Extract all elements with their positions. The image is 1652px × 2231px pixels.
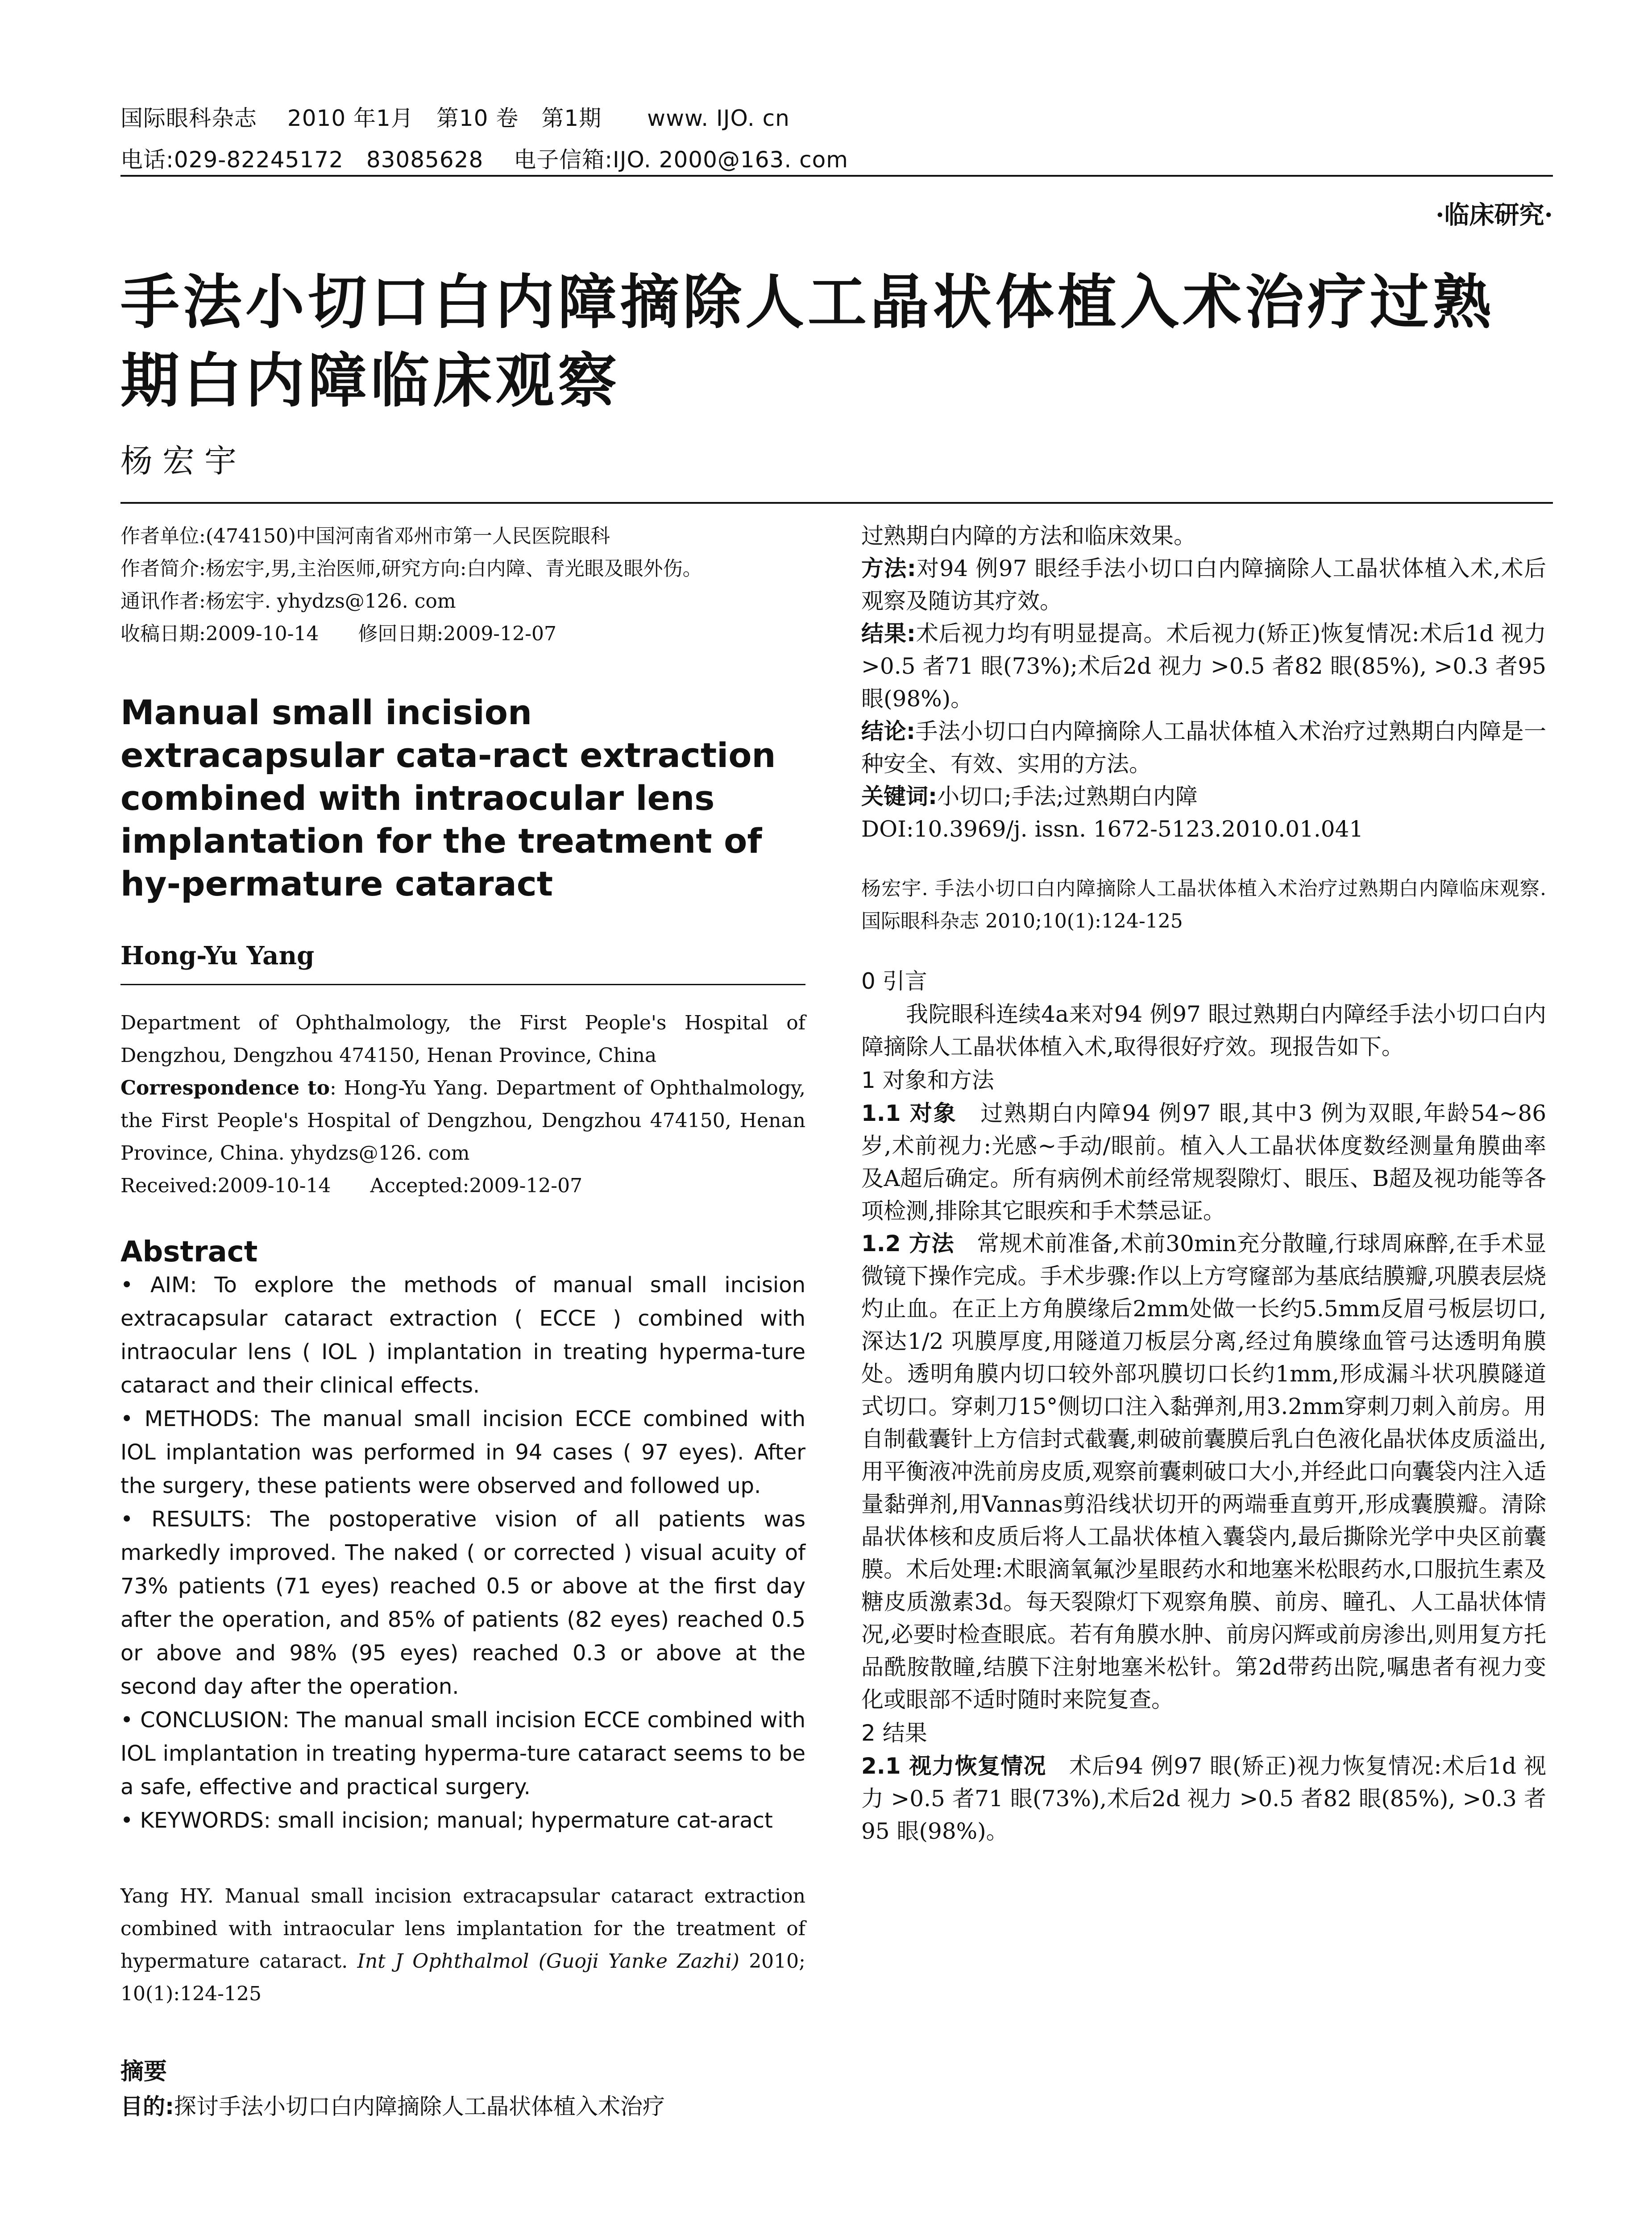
intro-text: 我院眼科连续4a来对94 例97 眼过熟期白内障经手法小切口白内障摘除人工晶状体植入术,取得很好疗效。现报告如下。: [861, 1001, 1546, 1060]
chinese-citation: 杨宏宇. 手法小切口白内障摘除人工晶状体植入术治疗过熟期白内障临床观察. 国际眼科杂志 2010;10(1):124-125: [861, 877, 1546, 933]
title-rule: [120, 502, 1553, 504]
results-label: 结果:: [861, 621, 916, 647]
journal-header-line2: 电话:029-82245172 83085628 电子信箱:IJO. 2000@163. com: [120, 147, 848, 173]
correspondence-label: Correspondence to: [120, 1077, 330, 1099]
doi: DOI:10.3969/j. issn. 1672-5123.2010.01.041: [861, 816, 1364, 842]
keywords-label: 关键词:: [861, 784, 937, 809]
subjects-text: 过熟期白内障94 例97 眼,其中3 例为双眼,年龄54~86 岁,术前视力:光感~手动/眼前。植入人工晶状体度数经测量角膜曲率及A超后确定。所有病例术前经常规裂隙灯、眼压、B超及视功能等各项检测,排除其它眼疾和手术禁忌证。: [861, 1100, 1547, 1224]
cn-methods: [861, 552, 1546, 618]
purpose-label: 目的:: [120, 2094, 174, 2119]
keywords-text: 小切口;手法;过熟期白内障: [937, 784, 1198, 809]
abstract-keywords: • KEYWORDS: small incision; manual; hypermature cat-aract: [120, 1808, 773, 1833]
english-title: Manual small incision extracapsular cata-ract extraction combined with intraocular lens implantation for the treatment of hy-permature cataract: [120, 693, 776, 904]
abstract-body: [120, 1269, 805, 1837]
section-tag: ·临床研究·: [1436, 200, 1553, 230]
subjects-paragraph: [861, 1097, 1546, 1227]
cn-results: [861, 618, 1546, 715]
citation-journal: Int J Ophthalmol (Guoji Yanke Zazhi): [357, 1950, 739, 1973]
correspondence-text: : Hong-Yu Yang. Department of Ophthalmology, the First People's Hospital of Dengzhou, Dengzhou 474150, Henan Province, China. yhydzs@126. com: [120, 1077, 805, 1165]
correspondence-cn: 通讯作者:杨宏宇. yhydzs@126. com: [120, 590, 456, 613]
header-rule: [120, 175, 1553, 177]
abstract-conclusion: • CONCLUSION: The manual small incision ECCE combined with IOL implantation in treating hyperma-ture cataract seems to be a safe, effective and practical surgery.: [120, 1708, 805, 1800]
english-author: Hong-Yu Yang: [120, 941, 315, 970]
subjects-label: 1.1 对象: [861, 1100, 957, 1126]
author-info: [120, 520, 805, 650]
methods-label: 方法:: [861, 556, 916, 581]
abstract-results: • RESULTS: The postoperative vision of all patients was markedly improved. The naked ( or corrected ) visual acuity of 73% patients (71 eyes) reached 0.5 or above at the first day after the operation, and 85% of patients (82 eyes) reached 0.5 or above and 98% (95 eyes) reached 0.3 or above at the second day after the operation.: [120, 1507, 805, 1699]
intro-heading: 0 引言: [861, 968, 927, 994]
english-affiliation-block: [120, 1007, 805, 1202]
left-column: [120, 520, 805, 2123]
vision-paragraph: [861, 1750, 1546, 1848]
citation-post: 2010; 10(1):124-125: [120, 1950, 805, 2005]
method-label: 1.2 方法: [861, 1231, 955, 1256]
author-bio: 作者简介:杨宏宇,男,主治医师,研究方向:白内障、青光眼及眼外伤。: [120, 557, 702, 580]
results-section-heading: 2 结果: [861, 1720, 927, 1746]
cn-abstract-purpose: [120, 2090, 805, 2123]
conclusion-text: 手法小切口白内障摘除人工晶状体植入术治疗过熟期白内障是一种安全、有效、实用的方法。: [861, 718, 1546, 777]
department: Department of Ophthalmology, the First People's Hospital of Dengzhou, Dengzhou 474150, Henan Province, China: [120, 1012, 805, 1067]
method-text: 常规术前准备,术前30min充分散瞳,行球周麻醉,在手术显微镜下操作完成。手术步骤:作以上方穹窿部为基底结膜瓣,巩膜表层烧灼止血。在正上方角膜缘后2mm处做一长约5.5mm反眉弓板层切口,深达1/2 巩膜厚度,用隧道刀板层分离,经过角膜缘血管弓达透明角膜处。透明角膜内切口较外部巩膜切口长约1mm,形成漏斗状巩膜隧道式切口。穿刺刀15°侧切口注入黏弹剂,用3.2mm穿刺刀刺入前房。用自制截囊针上方信封式截囊,刺破前囊膜后乳白色液化晶状体皮质溢出,用平衡液冲洗前房皮质,观察前囊刺破口大小,并经此口向囊袋内注入适量黏弹剂,用Vannas剪沿线状切开的两端垂直剪开,形成囊膜瓣。清除晶状体核和皮质后将人工晶状体植入囊袋内,最后撕除光学中央区前囊膜。术后处理:术眼滴氧氟沙星眼药水和地塞米松眼药水,口服抗生素及糖皮质激素3d。每天裂隙灯下观察角膜、前房、瞳孔、人工晶状体情况,必要时检查眼底。若有角膜水肿、前房闪辉或前房渗出,则用复方托品酰胺散瞳,结膜下注射地塞米松针。第2d带药出院,嘱患者有视力变化或眼部不适时随时来院复查。: [861, 1231, 1547, 1713]
purpose-text: 探讨手法小切口白内障摘除人工晶状体植入术治疗: [174, 2094, 665, 2119]
method-paragraph: [861, 1227, 1546, 1716]
purpose-continued: 过熟期白内障的方法和临床效果。: [861, 523, 1196, 549]
cn-conclusion: [861, 715, 1546, 780]
received-date-cn: 收稿日期:2009-10-14 修回日期:2009-12-07: [120, 622, 557, 645]
author-name-cn: 杨宏宇: [120, 442, 247, 480]
journal-header-line1: 国际眼科杂志 2010 年1月 第10 卷 第1期 www. IJO. cn: [120, 105, 790, 131]
cn-keywords: [861, 780, 1546, 813]
en-author-rule: [120, 984, 805, 985]
abstract-aim: • AIM: To explore the methods of manual small incision extracapsular cataract extraction ( ECCE ) combined with intraocular lens ( IOL ) implantation in treating hyperma-ture cataract and their clinical effects.: [120, 1273, 805, 1398]
results-text: 术后视力均有明显提高。术后视力(矫正)恢复情况:术后1d 视力 >0.5 者71 眼(73%);术后2d 视力 >0.5 者82 眼(85%), >0.3 者95 眼(98%)。: [861, 621, 1547, 712]
english-citation: [120, 1880, 805, 2010]
article-title: 手法小切口白内障摘除人工晶状体植入术治疗过熟期白内障临床观察: [120, 268, 1495, 415]
cn-abstract-heading: 摘要: [120, 2058, 167, 2085]
methods-section-heading: 1 对象和方法: [861, 1067, 994, 1093]
abstract-methods: • METHODS: The manual small incision ECCE combined with IOL implantation was performed in 94 cases ( 97 eyes). After the surgery, these patients were observed and followed up.: [120, 1406, 805, 1498]
citation-pre: Yang HY. Manual small incision extracapsular cataract extraction combined with intraocular lens implantation for the treatment of hypermature cataract.: [120, 1885, 805, 1973]
abstract-heading: Abstract: [120, 1236, 258, 1269]
vision-text: 术后94 例97 眼(矫正)视力恢复情况:术后1d 视力 >0.5 者71 眼(73%),术后2d 视力 >0.5 者82 眼(85%), >0.3 者95 眼(98%)。: [861, 1753, 1547, 1844]
vision-label: 2.1 视力恢复情况: [861, 1753, 1046, 1779]
affiliation: 作者单位:(474150)中国河南省邓州市第一人民医院眼科: [120, 525, 610, 547]
methods-text: 对94 例97 眼经手法小切口白内障摘除人工晶状体植入术,术后观察及随访其疗效。: [861, 556, 1546, 614]
received-date-en: Received:2009-10-14 Accepted:2009-12-07: [120, 1174, 583, 1197]
right-column: [861, 520, 1546, 1848]
conclusion-label: 结论:: [861, 718, 915, 744]
correspondence-en: [120, 1072, 805, 1169]
